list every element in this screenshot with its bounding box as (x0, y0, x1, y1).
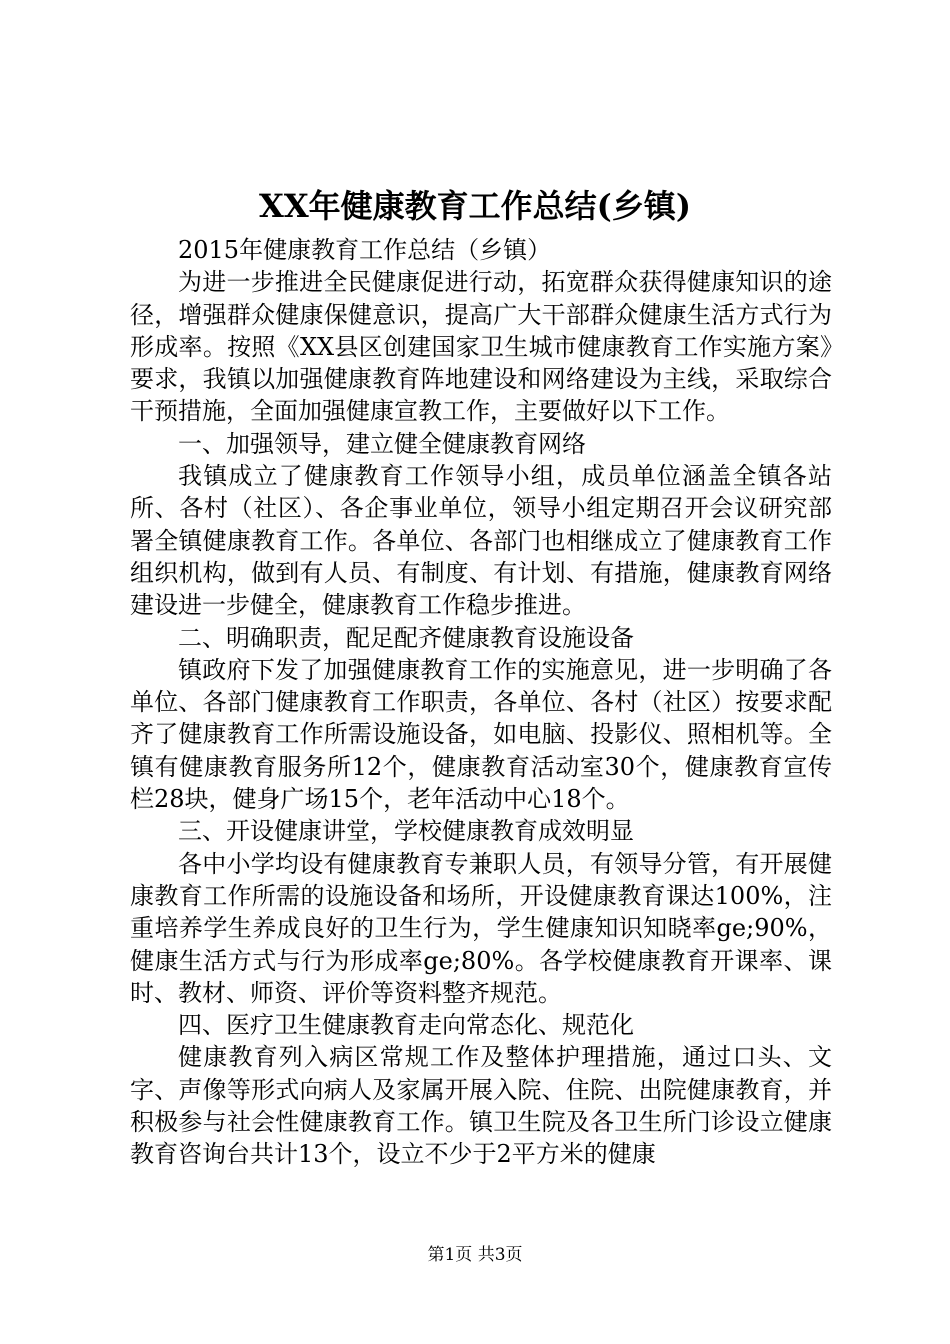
subtitle-paragraph: 2015年健康教育工作总结（乡镇） (178, 236, 552, 264)
document-body (130, 234, 832, 1171)
section-paragraph-4: 健康教育列入病区常规工作及整体护理措施，通过口头、文字、声像等形式向病人及家属开展入院、住院、出院健康教育，并积极参与社会性健康教育工作。镇卫生院及各卫生所门诊设立健康教育咨询台共计13个，设立不少于2平方米的健康 (130, 1043, 832, 1169)
section-paragraph-2: 镇政府下发了加强健康教育工作的实施意见，进一步明确了各单位、各部门健康教育工作职责，各单位、各村（社区）按要求配齐了健康教育工作所需设施设备，如电脑、投影仪、照相机等。全镇有健康教育服务所12个，健康教育活动室30个，健康教育宣传栏28块，健身广场15个，老年活动中心18个。 (130, 655, 832, 814)
section-paragraph-3: 各中小学均设有健康教育专兼职人员，有领导分管，有开展健康教育工作所需的设施设备和场所，开设健康教育课达100%，注重培养学生养成良好的卫生行为，学生健康知识知晓率ge;90%，健康生活方式与行为形成率ge;80%。各学校健康教育开课率、课时、教材、师资、评价等资料整齐规范。 (130, 849, 832, 1007)
section-heading-3: 三、开设健康讲堂，学校健康教育成效明显 (178, 817, 634, 846)
section-heading-4: 四、医疗卫生健康教育走向常态化、规范化 (178, 1011, 634, 1040)
section-paragraph-1: 我镇成立了健康教育工作领导小组，成员单位涵盖全镇各站所、各村（社区）、各企事业单位，领导小组定期召开会议研究部署全镇健康教育工作。各单位、各部门也相继成立了健康教育工作组织机构，做到有人员、有制度、有计划、有措施，健康教育网络建设进一步健全，健康教育工作稳步推进。 (130, 462, 832, 620)
section-heading-1: 一、加强领导，建立健全健康教育网络 (178, 429, 586, 458)
section-heading-2: 二、明确职责，配足配齐健康教育设施设备 (178, 623, 634, 652)
page-footer: 第1页 共3页 (427, 1245, 523, 1265)
document-title: XX年健康教育工作总结(乡镇) (259, 187, 691, 225)
intro-paragraph: 为进一步推进全民健康促进行动，拓宽群众获得健康知识的途径，增强群众健康保健意识，提高广大干部群众健康生活方式行为形成率。按照《XX县区创建国家卫生城市健康教育工作实施方案》要求，我镇以加强健康教育阵地建设和网络建设为主线，采取综合干预措施，全面加强健康宣教工作，主要做好以下工作。 (130, 268, 832, 426)
